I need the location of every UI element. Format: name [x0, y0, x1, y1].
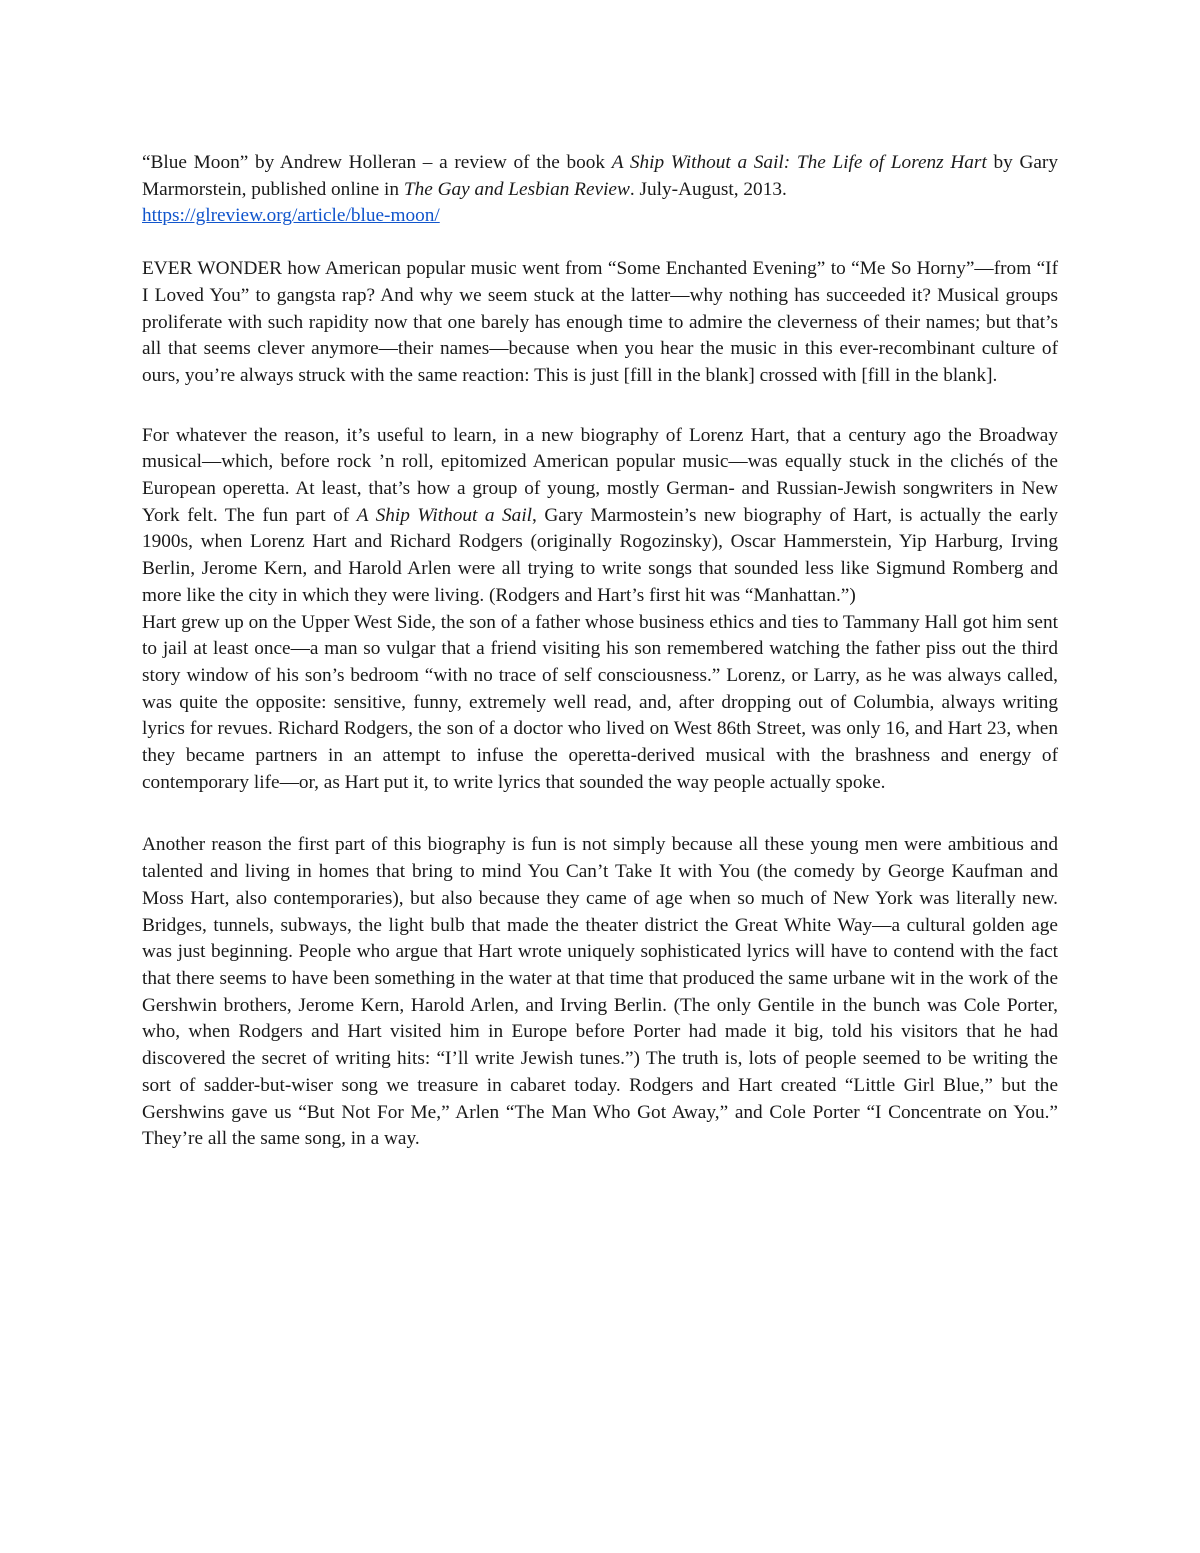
paragraph-3: Hart grew up on the Upper West Side, the son of a father whose business ethics and ties to Tammany Hall got him sent to jail at least once—a man so vulgar that a friend visiting his son remembered watching the father piss out the third story window of his son’s bedroom “with no trace of self consciousness.” Lorenz, or Larry, as he was always called, was quite the opposite: sensitive, funny, extremely well read, and, after dropping out of Columbia, always writing lyrics for revues. Richard Rodgers, the son of a doctor who lived on West 86th Street, was only 16, and Hart 23, when they became partners in an attempt to infuse the operetta-derived musical with the brashness and energy of contemporary life—or, as Hart put it, to write lyrics that sounded the way people actually spoke. [142, 611, 1058, 793]
paragraph-4: Another reason the first part of this biography is fun is not simply because all these young men were ambitious and talented and living in homes that bring to mind You Can’t Take It with You (the comedy by George Kaufman and Moss Hart, also contemporaries), but also because they came of age when so much of New York was literally new. Bridges, tunnels, subways, the light bulb that made the theater district the Great White Way—a cultural golden age was just beginning. People who argue that Hart wrote uniquely sophisticated lyrics will have to contend with the fact that there seems to have been something in the water at that time that produced the same urbane wit in the work of the Gershwin brothers, Jerome Kern, Harold Arlen, and Irving Berlin. (The only Gentile in the bunch was Cole Porter, who, when Rodgers and Hart visited him in Europe before Porter had made it big, told his visitors that he had discovered the secret of writing hits: “I’ll write Jewish tunes.”) The truth is, lots of people seemed to be writing the sort of sadder-but-wiser song we treasure in cabaret today. Rodgers and Hart created “Little Girl Blue,” but the Gershwins gave us “But Not For Me,” Arlen “The Man Who Got Away,” and Cole Porter “I Concentrate on You.” They’re all the same song, in a way. [142, 834, 1058, 1150]
book-title: A Ship Without a Sail: The Life of Lorenz Hart [611, 152, 987, 173]
article-link[interactable]: https://glreview.org/article/blue-moon/ [142, 205, 440, 227]
journal-title: The Gay and Lesbian Review [403, 178, 630, 200]
citation-date: . July-August, 2013. [629, 178, 787, 200]
paragraph-2-book-title: A Ship Without a Sail [356, 504, 533, 526]
paragraph-2-text-a: For whatever the reason, it’s useful to learn, in a new biography of Lorenz Hart, that a century ago the Broadway musical—which, before rock ’n roll, epitomized American popular music—was equally stuck in the clichés of the European operetta. At least, that’s how a group of young, mostly German- and Russian-Jewish songwriters in New York felt. The fun part of [142, 424, 1058, 526]
citation-header [142, 150, 1058, 230]
paragraph-1: EVER WONDER how American popular music went from “Some Enchanted Evening” to “Me So Horny”—from “If I Loved You” to gangsta rap? And why we seem stuck at the latter—why nothing has succeeded it? Musical groups proliferate with such rapidity now that one barely has enough time to admire the cleverness of their names; but that’s all that seems clever anymore—their names—because when you hear the music in this ever-recombinant culture of ours, you’re always struck with the same reaction: This is just [fill in the blank] crossed with [fill in the blank]. [142, 258, 1058, 386]
paragraph-2 [142, 423, 1058, 610]
citation-text-2: by Gary Marmorstein, published online in [142, 152, 1058, 200]
citation-text-1: “Blue Moon” by Andrew Holleran – a review of the book [142, 152, 612, 173]
document-page [142, 150, 1058, 1153]
paragraph-2-text-b: , Gary Marmostein’s new biography of Hart, is actually the early 1900s, when Lorenz Hart and Richard Rodgers (originally Rogozinsky), Oscar Hammerstein, Yip Harburg, Irving Berlin, Jerome Kern, and Harold Arlen were all trying to write songs that sounded less like Sigmund Romberg and more like the city in which they were living. (Rodgers and Hart’s first hit was “Manhattan.”) [142, 504, 1058, 606]
